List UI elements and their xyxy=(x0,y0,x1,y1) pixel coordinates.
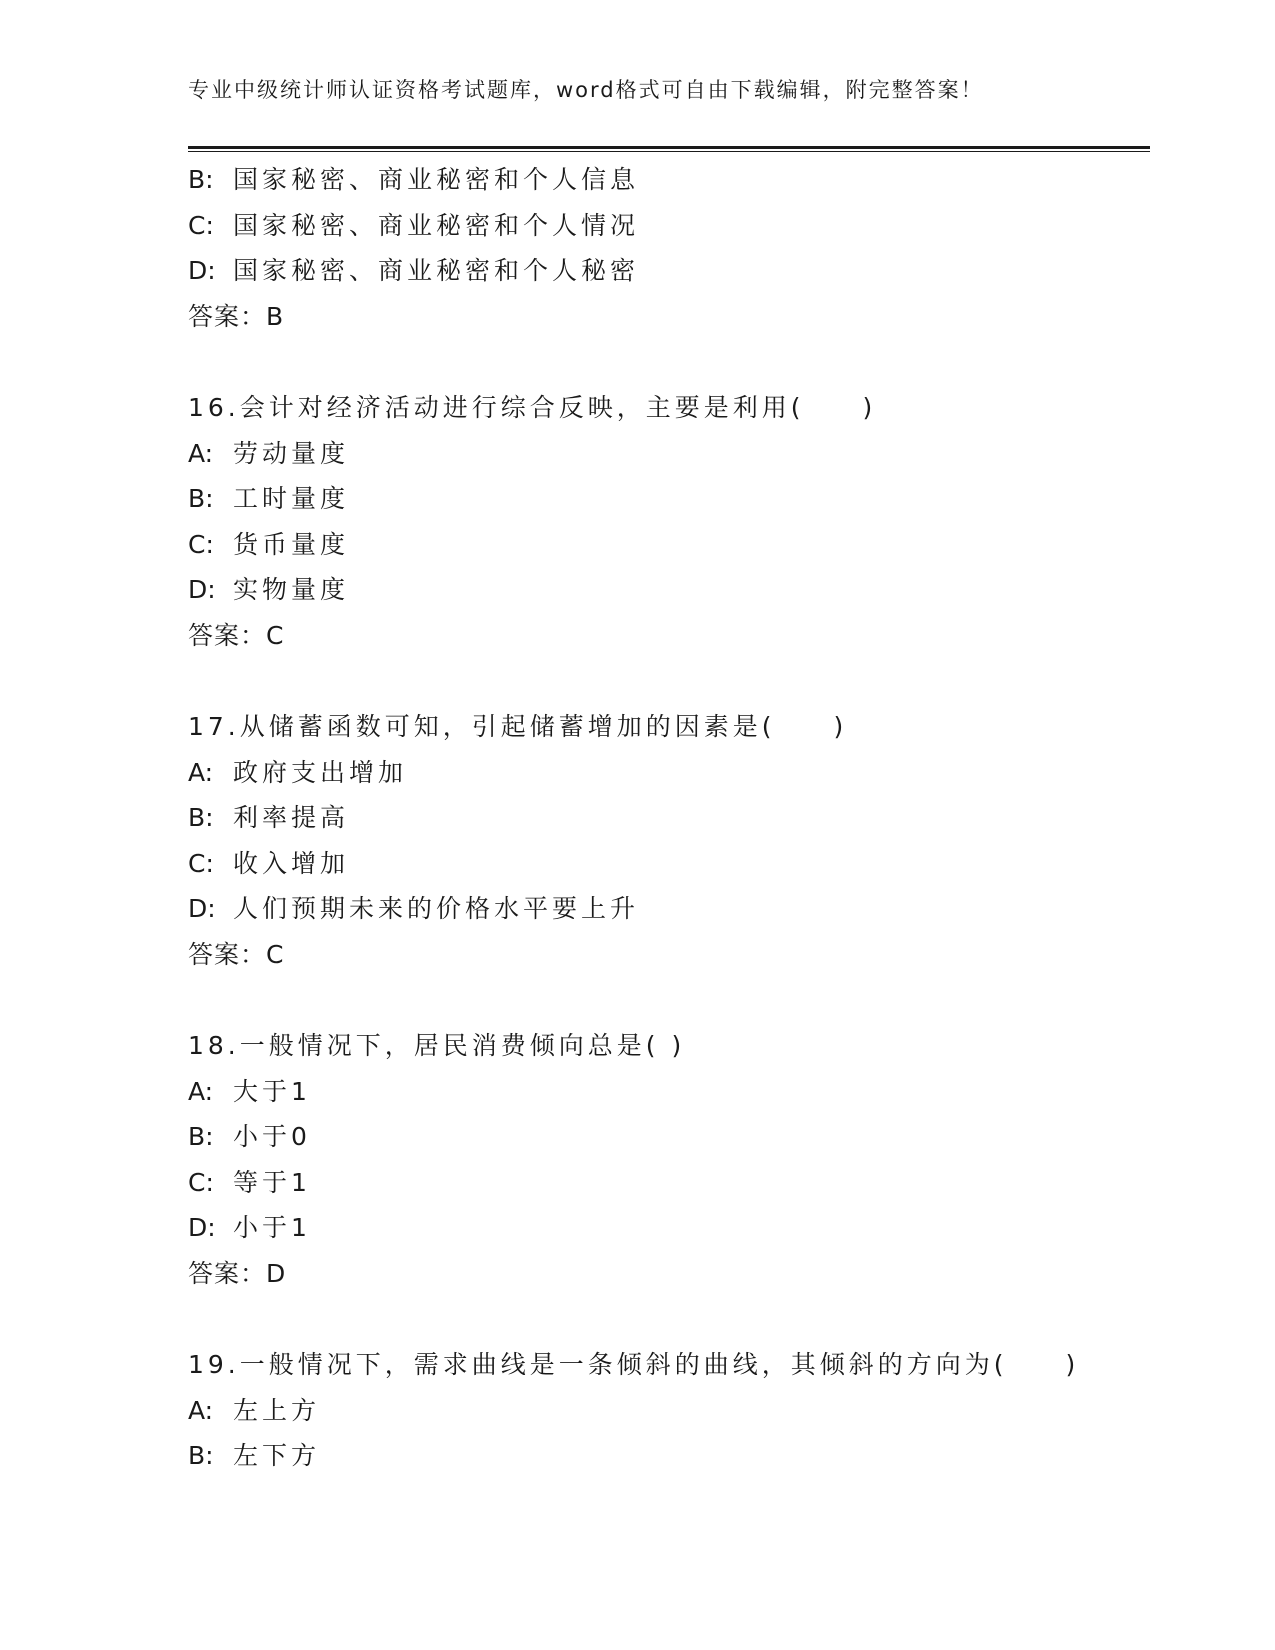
option-letter: C: xyxy=(188,848,214,878)
option-row xyxy=(188,248,1150,294)
option-row xyxy=(188,886,1150,932)
option-row xyxy=(188,567,1150,613)
option-row xyxy=(188,157,1150,203)
option-letter: C: xyxy=(188,1167,214,1197)
option-text: 国家秘密、商业秘密和个人信息 xyxy=(233,165,640,194)
option-row xyxy=(188,203,1150,249)
option-text: 国家秘密、商业秘密和个人情况 xyxy=(233,210,640,240)
question-text: 18.一般情况下，居民消费倾向总是( ) xyxy=(188,1031,686,1060)
option-text: 收入增加 xyxy=(233,848,350,878)
option-row xyxy=(188,1069,1150,1115)
option-text: 利率提高 xyxy=(233,803,350,832)
option-letter: A: xyxy=(188,1395,214,1425)
option-text: 劳动量度 xyxy=(233,438,350,468)
option-row xyxy=(188,1114,1150,1160)
option-text: 实物量度 xyxy=(233,575,350,604)
option-row xyxy=(188,1205,1150,1251)
option-text: 小于1 xyxy=(233,1213,311,1242)
question-text: 19.一般情况下，需求曲线是一条倾斜的曲线，其倾斜的方向为( ) xyxy=(188,1350,1080,1379)
option-text: 国家秘密、商业秘密和个人秘密 xyxy=(233,256,640,285)
option-text: 大于1 xyxy=(233,1076,311,1106)
option-text: 货币量度 xyxy=(233,529,350,559)
option-text: 人们预期未来的价格水平要上升 xyxy=(233,894,640,923)
block-spacer xyxy=(188,339,1150,385)
option-letter: A: xyxy=(188,438,214,468)
option-letter: D: xyxy=(188,1213,216,1242)
option-row xyxy=(188,795,1150,841)
block-spacer xyxy=(188,1296,1150,1342)
option-letter: D: xyxy=(188,575,216,604)
option-letter: D: xyxy=(188,256,216,285)
option-text: 左上方 xyxy=(233,1395,321,1425)
answer-text: 答案：C xyxy=(188,620,285,650)
answer-text: 答案：B xyxy=(188,301,285,331)
option-letter: B: xyxy=(188,803,214,832)
option-text: 小于0 xyxy=(233,1122,311,1151)
option-letter: C: xyxy=(188,210,214,240)
option-row xyxy=(188,476,1150,522)
page-header: 专业中级统计师认证资格考试题库，word格式可自由下载编辑，附完整答案！ xyxy=(188,78,984,102)
option-row xyxy=(188,1433,1150,1479)
option-letter: A: xyxy=(188,1076,214,1106)
option-letter: B: xyxy=(188,165,214,194)
option-row xyxy=(188,522,1150,568)
option-row xyxy=(188,1160,1150,1206)
block-spacer xyxy=(188,977,1150,1023)
question-text: 16.会计对经济活动进行综合反映，主要是利用( ) xyxy=(188,393,877,422)
option-letter: A: xyxy=(188,757,214,787)
option-text: 等于1 xyxy=(233,1167,311,1197)
option-letter: B: xyxy=(188,1441,214,1470)
header-rule-thin xyxy=(188,151,1150,152)
option-text: 工时量度 xyxy=(233,484,350,513)
header-rule-thick xyxy=(188,146,1150,149)
question-list xyxy=(188,157,1150,1479)
option-text: 政府支出增加 xyxy=(233,757,408,787)
question-text: 17.从储蓄函数可知，引起储蓄增加的因素是( ) xyxy=(188,712,848,741)
option-row xyxy=(188,841,1150,887)
option-row xyxy=(188,1388,1150,1434)
option-letter: B: xyxy=(188,484,214,513)
answer-text: 答案：C xyxy=(188,939,285,969)
option-letter: D: xyxy=(188,894,216,923)
block-spacer xyxy=(188,658,1150,704)
option-row xyxy=(188,750,1150,796)
option-row xyxy=(188,431,1150,477)
option-text: 左下方 xyxy=(233,1441,321,1470)
answer-text: 答案：D xyxy=(188,1258,287,1288)
option-letter: B: xyxy=(188,1122,214,1151)
option-letter: C: xyxy=(188,529,214,559)
